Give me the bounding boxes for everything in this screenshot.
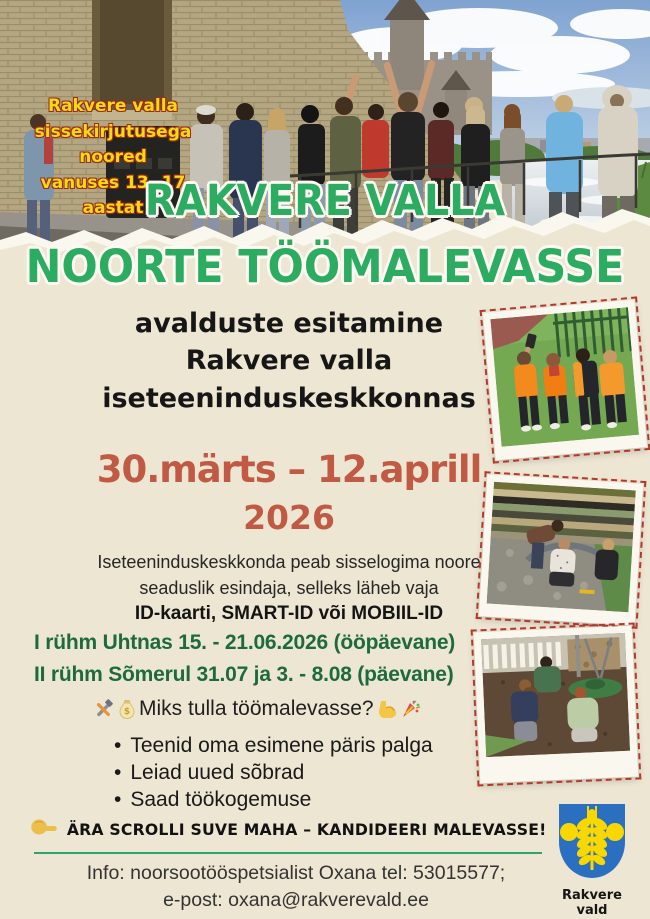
bullet-dot: • (114, 760, 122, 784)
login-id-methods: ID-kaarti, SMART-ID või MOBIIL-ID (134, 603, 444, 625)
application-line: Rakvere valla (185, 345, 393, 377)
cta-text: ÄRA SCROLLI SUVE MAHA – KANDIDEERI MALEVASSE! (66, 819, 547, 839)
polaroid-photo-gardening (474, 626, 638, 784)
pointing-hand-icon (32, 818, 58, 840)
group-schedule (34, 627, 455, 690)
eligibility-line: vanuses 13 -17 aastat (40, 172, 186, 218)
photo-gardening (481, 633, 630, 757)
eligibility-line: Rakvere valla (48, 96, 178, 116)
contact-line-phone: Info: noorsootööspetsialist Oxana tel: 53015577; (86, 862, 506, 884)
svg-text:$: $ (123, 707, 131, 717)
why-bullet: Teenid oma esimene päris palga (130, 734, 433, 757)
polaroid-photo-repair (479, 474, 643, 625)
logo-label: Rakvere vald (562, 888, 622, 918)
money-bag-icon (118, 699, 136, 719)
municipality-logo (549, 800, 635, 918)
bullet-dot: • (114, 787, 122, 811)
bullet-dot: • (114, 734, 122, 757)
polaroid-photo-vests (483, 300, 647, 461)
why-bullet: Saad töökogemuse (130, 787, 312, 811)
eligibility-line: sissekirjutusega noored (34, 121, 192, 167)
why-bullet: Leiad uued sõbrad (130, 760, 305, 784)
application-year: 2026 (243, 498, 335, 537)
login-line: seaduslik esindaja, selleks läheb vaja (139, 577, 439, 598)
photo-teens-orange-vests (490, 307, 639, 447)
application-line: iseteeninduskeskkonnas (102, 382, 476, 414)
poster-title-line2: NOORTE TÖÖMALEVASSE (25, 240, 625, 293)
flexed-biceps-icon (377, 699, 397, 719)
poster-title-line1: RAKVERE VALLA (144, 176, 506, 226)
benefits-list (114, 733, 433, 814)
party-popper-icon (401, 699, 421, 719)
coat-of-arms-icon (553, 800, 631, 882)
why-heading: Miks tulla töömalevasse? (139, 697, 374, 720)
group-schedule-1: I rühm Uhtnas 15. - 21.06.2026 (ööpäevane) (34, 631, 456, 654)
application-line: avalduste esitamine (134, 308, 444, 339)
contact-line-email: e-post: oxana@rakverevald.ee (163, 889, 429, 912)
contact-info (0, 860, 592, 915)
photo-equipment-repair (487, 482, 636, 612)
hammer-wrench-icon (93, 699, 114, 720)
cta-banner (6, 818, 572, 840)
login-line: Iseteeninduskeskkonda peab sisselogima noore (97, 552, 481, 572)
application-dates: 30.märts – 12.aprill (96, 448, 482, 491)
divider-line (34, 852, 542, 854)
group-schedule-2: II rühm Sõmerul 31.07 ja 3. - 8.08 (päevane) (34, 662, 454, 686)
why-heading-row (92, 697, 422, 721)
